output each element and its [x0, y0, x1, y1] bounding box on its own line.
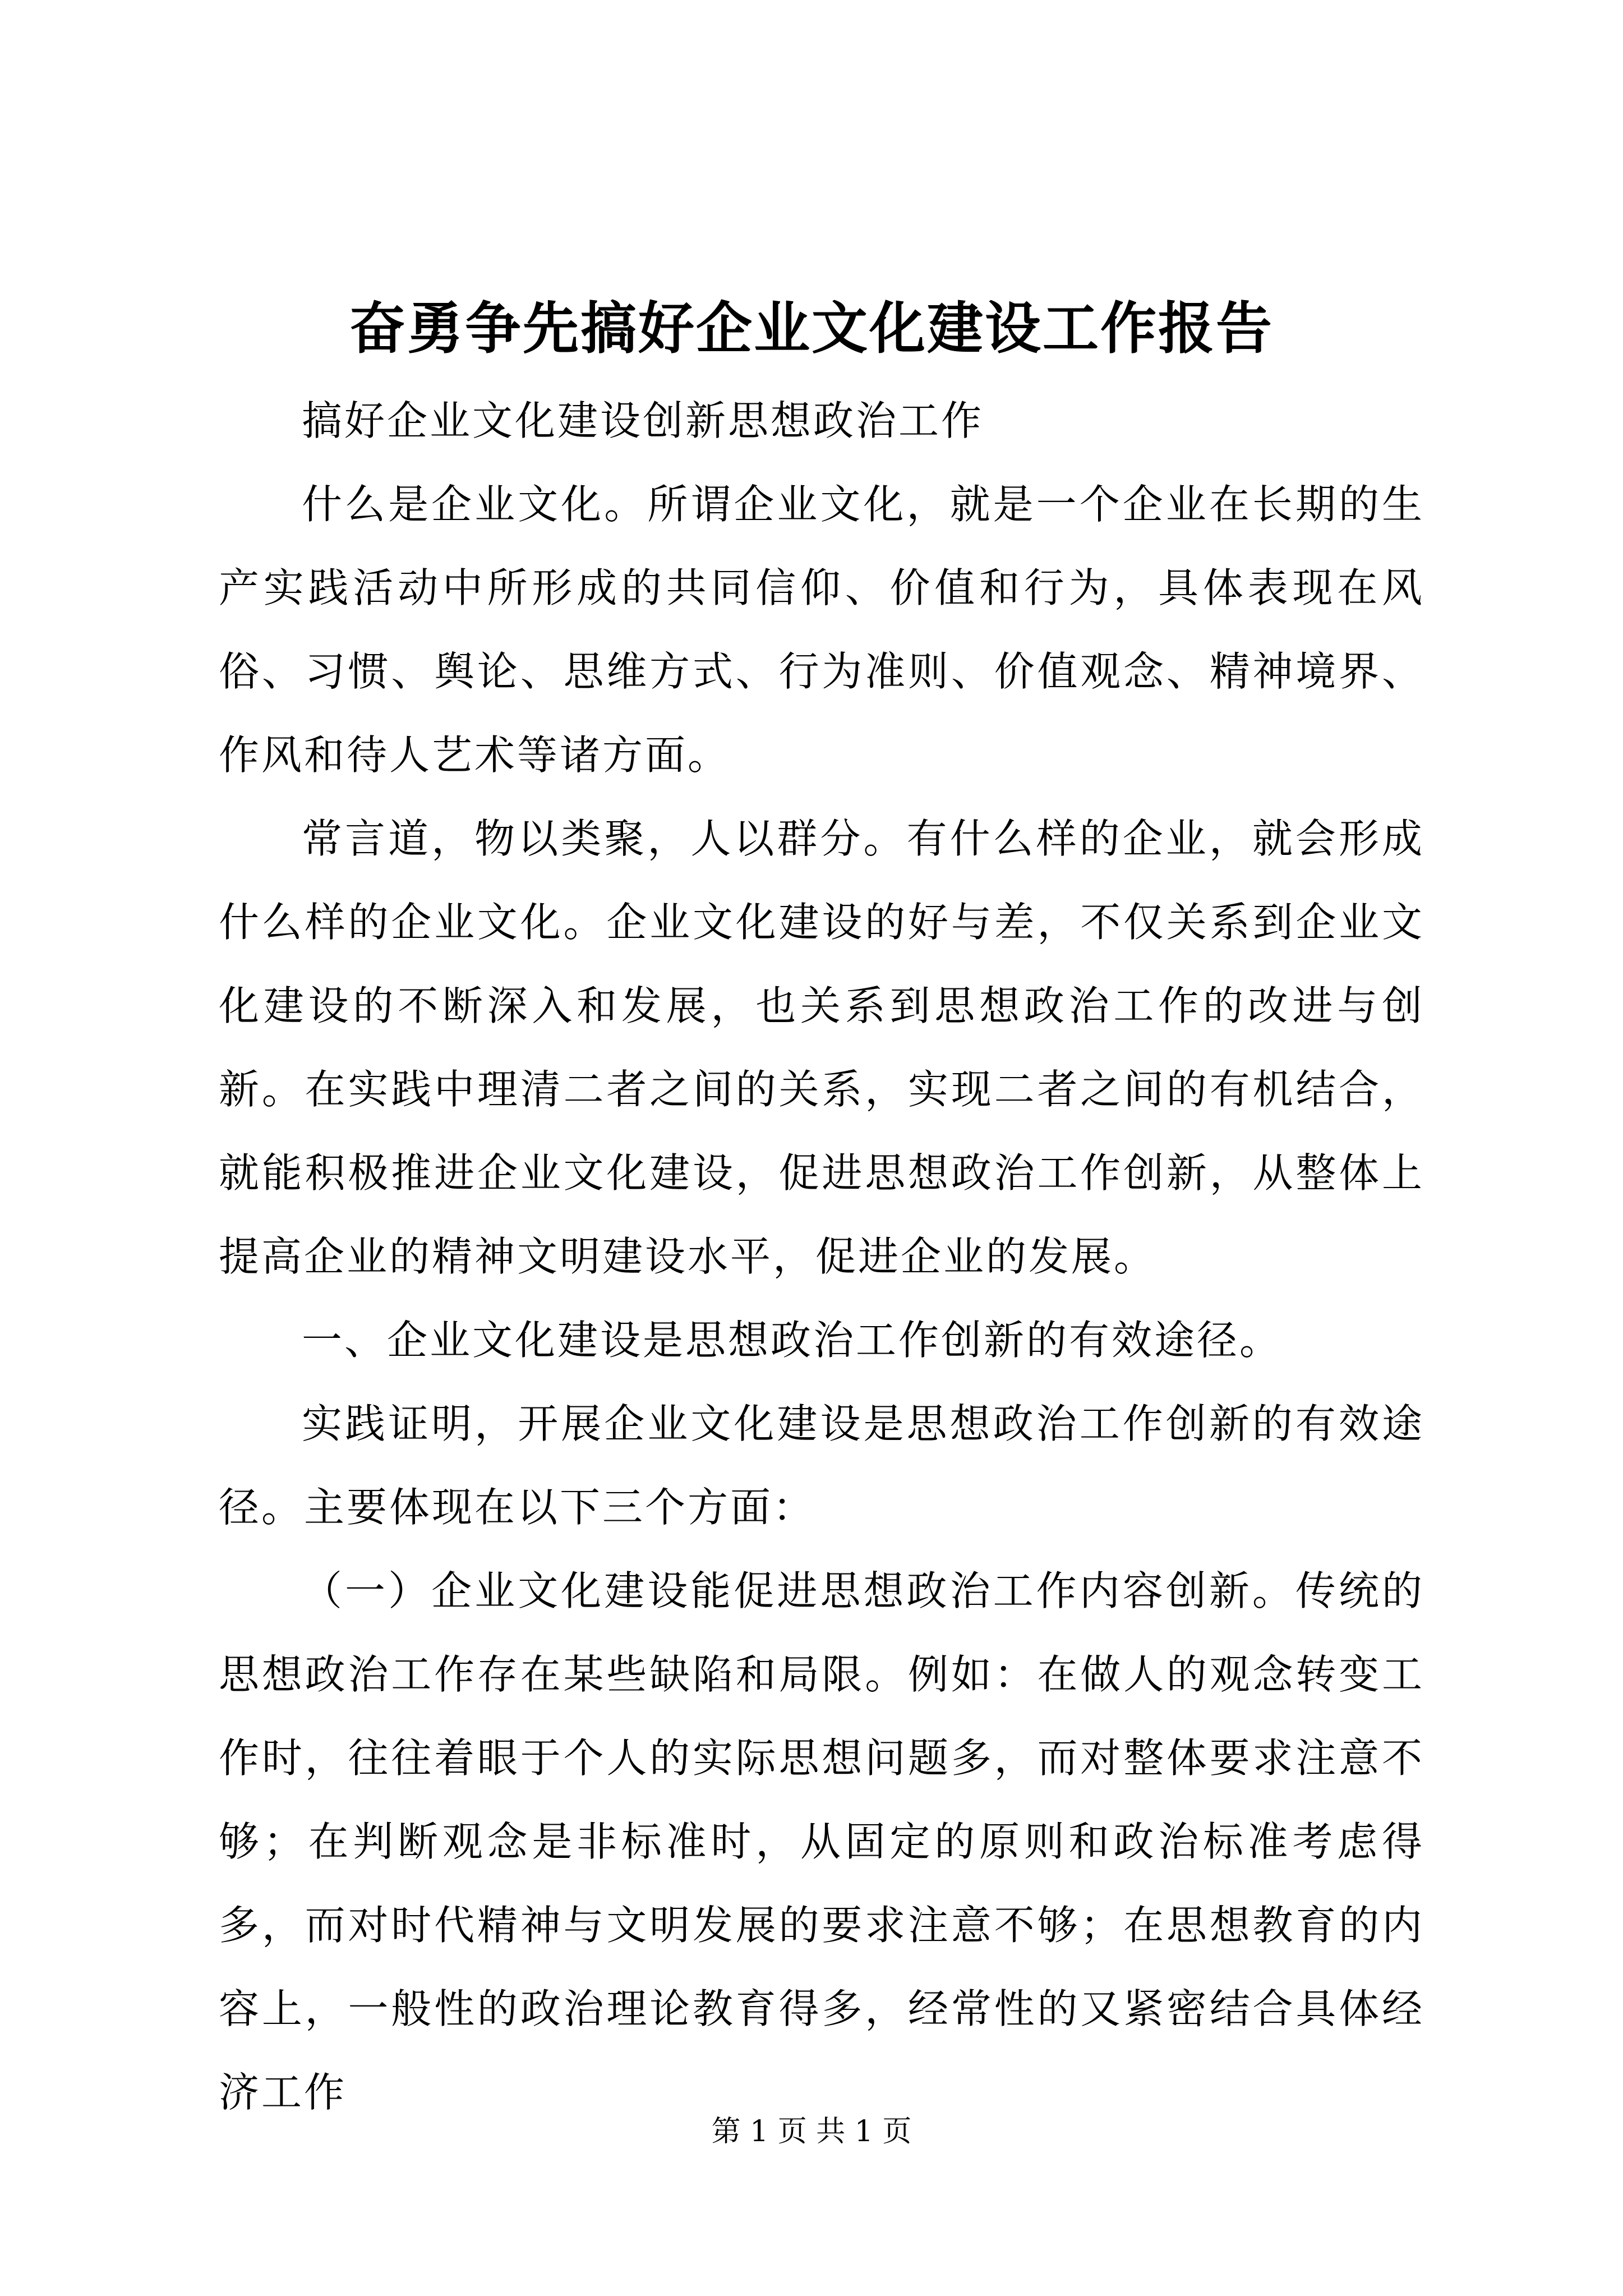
paragraph-subtitle: 搞好企业文化建设创新思想政治工作 [302, 397, 984, 444]
paragraph-evidence: 实践证明，开展企业文化建设是思想政治工作创新的有效途径。主要体现在以下三个方面： [219, 1400, 1424, 1531]
document-title: 奋勇争先搞好企业文化建设工作报告 [349, 295, 1274, 361]
paragraph-definition: 什么是企业文化。所谓企业文化，就是一个企业在长期的生产实践活动中所形成的共同信仰、价值和行为，具体表现在风俗、习惯、舆论、思维方式、行为准则、价值观念、精神境界、作风和待人艺术等诸方面。 [219, 481, 1424, 779]
page-number-footer: 第 1 页 共 1 页 [711, 2115, 912, 2148]
section-heading-one: 一、企业文化建设是思想政治工作创新的有效途径。 [302, 1317, 1283, 1364]
paragraph-content-innovation: （一）企业文化建设能促进思想政治工作内容创新。传统的思想政治工作存在某些缺陷和局限。例如：在做人的观念转变工作时，往往着眼于个人的实际思想问题多，而对整体要求注意不够；在判断观念是非标准时，从固定的原则和政治标准考虑得多，而对时代精神与文明发展的要求注意不够；在思想教育的内容上，一般性的政治理论教育得多，经常性的又紧密结合具体经济工作 [219, 1567, 1424, 2116]
document-body [219, 379, 1424, 2134]
paragraph-relationship: 常言道，物以类聚，人以群分。有什么样的企业，就会形成什么样的企业文化。企业文化建设的好与差，不仅关系到企业文化建设的不断深入和发展，也关系到思想政治工作的改进与创新。在实践中理清二者之间的关系，实现二者之间的有机结合，就能积极推进企业文化建设，促进思想政治工作创新，从整体上提高企业的精神文明建设水平，促进企业的发展。 [219, 815, 1424, 1280]
